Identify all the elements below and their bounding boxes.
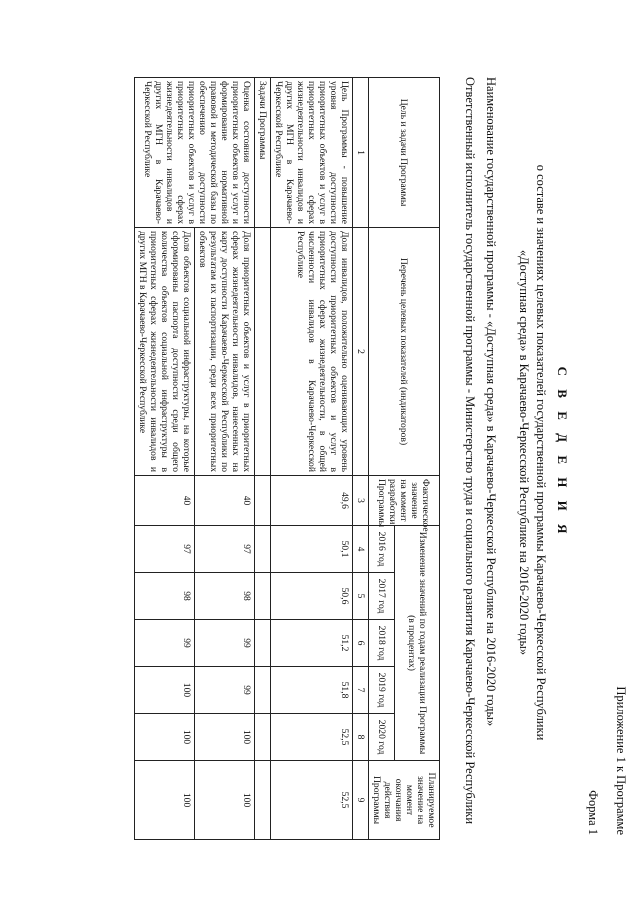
year-value: 97 (135, 526, 195, 573)
indicator-cell: Доля инвалидов, положительно оценивающих уровень доступности приоритетных объектов и услуг в приоритетных сферах жизнедеятельности, в общей численности инвалидов в Карачаево-Черкесской Республике (271, 228, 353, 476)
header-indicators: Перечень целевых показателей (индикаторов) (369, 228, 440, 476)
header-year: 2019 год (369, 667, 395, 714)
year-value: 99 (195, 620, 255, 667)
responsible-executor: Ответственный исполнитель государственной программы - Министерство труда и социального развития Карачаево-Черкесской Республики (463, 77, 477, 825)
planned-value: 100 (195, 761, 255, 840)
tasks-row (255, 78, 271, 840)
year-value: 51,2 (271, 620, 353, 667)
planned-value: 52,5 (271, 761, 353, 840)
header-change: Изменение значений по годам реализации Программы (в процентах) (395, 526, 440, 761)
goal-cell: Цель Программы - повышение уровня доступности приоритетных объектов и услуг в приоритетных сферах жизнедеятельности инвалидов и других МГН в Карачаево-Черкесской Республике (271, 78, 353, 228)
column-number: 2 (353, 228, 369, 476)
column-number: 9 (353, 761, 369, 840)
year-value: 99 (135, 620, 195, 667)
header-year: 2017 год (369, 573, 395, 620)
subtitle-line-1: о составе и значениях целевых показателей государственной программы Карачаево-Черкесской Республики (534, 164, 548, 741)
header-year: 2018 год (369, 620, 395, 667)
column-number-row (353, 78, 369, 840)
program-name: Наименование государственной программы - «Доступная среда» в Карачаево-Черкесской Республике на 2016-2020 годы» (484, 77, 498, 727)
year-value: 99 (195, 667, 255, 714)
year-value: 98 (135, 573, 195, 620)
year-value: 98 (195, 573, 255, 620)
tasks-label: Задачи Программы (255, 78, 271, 228)
task-cell: Оценка состояния доступности приоритетных объектов и услуг и формирование нормативной правовой и методической базы по обеспечению доступности приоритетных объектов и услуг в приоритетных сферах жизнедеятельности инвалидов и других МГН в Карачаево-Черкесской Республике (135, 78, 255, 228)
table-row (271, 78, 353, 840)
table-row (195, 78, 255, 840)
column-number: 7 (353, 667, 369, 714)
header-actual: Фактическое значение на момент разработки Программы (369, 476, 440, 526)
actual-value: 49,6 (271, 476, 353, 526)
year-value: 97 (195, 526, 255, 573)
column-number: 8 (353, 714, 369, 761)
column-number: 1 (353, 78, 369, 228)
actual-value: 40 (195, 476, 255, 526)
indicator-cell: Доля объектов социальной инфраструктуры, на которые сформированы паспорта доступности среди общего количества объектов социальной инфраструктуры в приоритетных сферах жизнедеятельности инвалидов и других МГН в Карачаево-Черкесской Республике (135, 228, 195, 476)
subtitle-line-2: «Доступная среда» в Карачаево-Черкесской Республике на 2016-2020 годы» (517, 249, 531, 656)
header-goal: Цель и задачи Программы (369, 78, 440, 228)
column-number: 3 (353, 476, 369, 526)
header-row-1 (395, 78, 440, 840)
appendix-label: Приложение 1 к Программе (614, 686, 628, 835)
year-value: 100 (135, 667, 195, 714)
indicator-cell: Доля приоритетных объектов и услуг в приоритетных сферах жизнедеятельности инвалидов, нанесенных на карту доступности Карачаево-Черкесской Республики по результатам их паспортизации, среди всех приоритетных объектов (195, 228, 255, 476)
year-value: 52,5 (271, 714, 353, 761)
year-value: 50,6 (271, 573, 353, 620)
year-value: 100 (135, 714, 195, 761)
year-value: 100 (195, 714, 255, 761)
header-year: 2020 год (369, 714, 395, 761)
column-number: 4 (353, 526, 369, 573)
document-title: С В Е Д Е Н И Я (555, 366, 570, 539)
actual-value: 40 (135, 476, 195, 526)
year-value: 51,8 (271, 667, 353, 714)
header-year: 2016 год (369, 526, 395, 573)
column-number: 6 (353, 620, 369, 667)
form-label: Форма 1 (586, 790, 600, 835)
year-value: 50,1 (271, 526, 353, 573)
header-planned: Планируемое значение на момент окончания действия Программы (369, 761, 440, 840)
indicators-table (134, 77, 440, 840)
planned-value: 100 (135, 761, 195, 840)
column-number: 5 (353, 573, 369, 620)
